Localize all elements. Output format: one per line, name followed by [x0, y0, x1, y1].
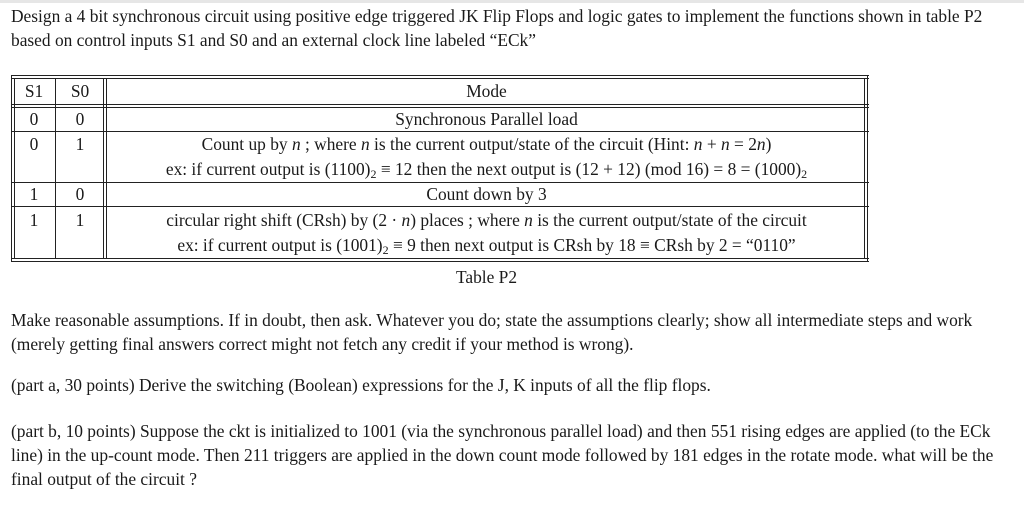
table-rule-row3: [11, 206, 869, 207]
table-p2: [11, 75, 1011, 287]
table-border-left: [11, 75, 12, 262]
row2-mode-line1: Count up by n ; where n is the current output/state of the circuit (Hint: n + n = 2n): [201, 134, 772, 154]
problem-intro: Design a 4 bit synchronous circuit using positive edge triggered JK Flip Flops and logic gates to implement the functions shown in table P2 based on control inputs S1 and S0 and an external clock line labeled “ECk”: [11, 6, 983, 50]
header-mode: Mode: [466, 81, 507, 101]
row1-s1: 0: [29, 109, 39, 129]
cropped-previous-line: [0, 0, 1024, 3]
table-rule-bottom-outer: [11, 261, 869, 262]
row3-s1: 1: [29, 184, 39, 204]
table-border-right: [867, 75, 868, 262]
table-rule-top: [11, 75, 869, 76]
row2-s0: 1: [75, 134, 85, 154]
row3-mode: Count down by 3: [426, 184, 547, 204]
row2-mode-line2: ex: if current output is $(1100)_2 \equiv 12$ then the next output is (12 + 12) (mod $16) = 8 = (1000)_2$: [165, 159, 808, 181]
header-s0: S0: [70, 81, 90, 101]
table-rule-bottom: [11, 258, 869, 259]
assumptions-paragraph: Make reasonable assumptions. If in doubt, then ask. Whatever you do; state the assumptions clearly; show all intermediate steps and work (merely getting final answers correct might not fetch any credit if your method is wrong).: [11, 310, 973, 354]
header-s1: S1: [24, 81, 44, 101]
table-rule-header: [11, 104, 869, 105]
row1-s0: 0: [75, 109, 85, 129]
table-caption: Table P2: [455, 267, 518, 287]
row4-mode-line1: circular right shift (CRsh) by (2 · n) places ; where n is the current output/state of the circuit: [166, 210, 807, 230]
row4-s1: 1: [29, 210, 39, 230]
row4-mode-line2: ex: if current output is $(1001)_2 \equiv 9$ then next output is CRsh by 18 ≡ CRsh by 2 = “0110”: [177, 235, 796, 257]
row3-s0: 0: [75, 184, 85, 204]
part-b-question: (part b, 10 points) Suppose the ckt is initialized to 1001 (via the synchronous parallel load) and then 551 rising edges are applied (to the ECk line) in the up-count mode. Then 211 triggers are applied in the down count mode followed by 181 edges in the rotate mode. what will be the final output of the circuit ?: [11, 421, 994, 489]
table-divider-s0-mode-inner: [106, 78, 107, 259]
row1-mode: Synchronous Parallel load: [395, 109, 578, 129]
row2-s1: 0: [29, 134, 39, 154]
table-border-right-inner: [864, 78, 865, 259]
part-a-question: (part a, 30 points) Derive the switching (Boolean) expressions for the J, K inputs of all the flip flops.: [11, 375, 711, 395]
row4-s0: 1: [75, 210, 85, 230]
